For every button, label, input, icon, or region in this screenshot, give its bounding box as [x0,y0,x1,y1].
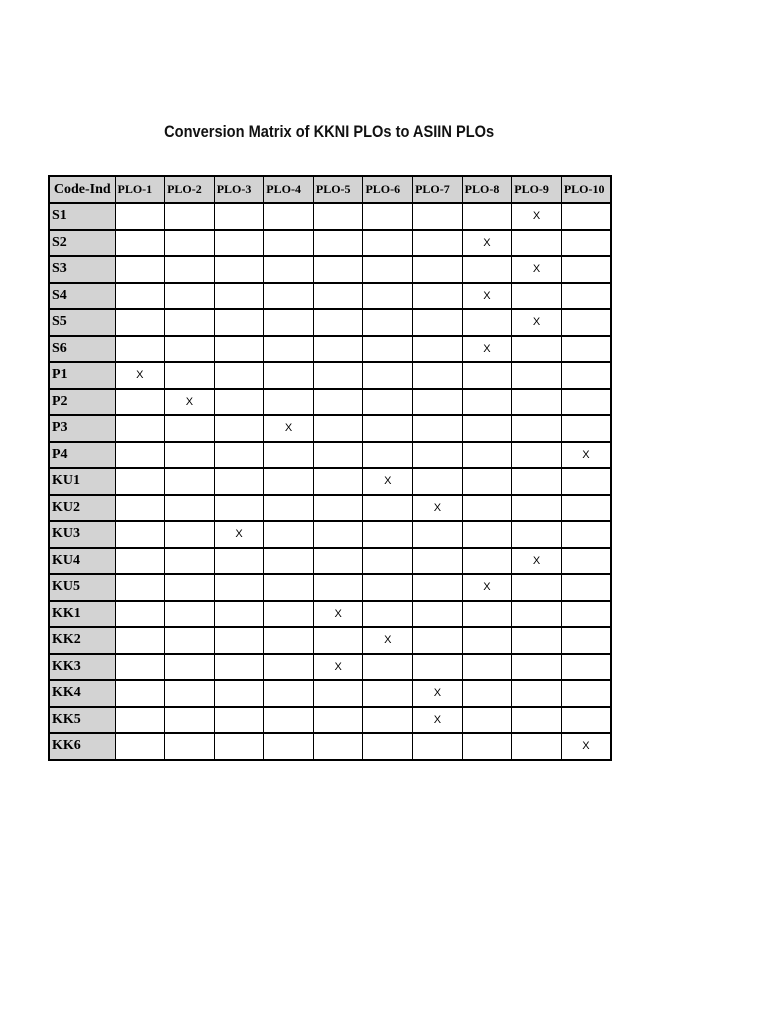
matrix-cell [264,495,314,522]
matrix-cell [214,548,264,575]
matrix-cell [313,468,363,495]
matrix-cell [363,203,413,230]
matrix-cell [313,627,363,654]
matrix-cell [264,336,314,363]
matrix-cell [115,654,165,681]
mapping-mark-cell: X [313,654,363,681]
matrix-cell [165,654,215,681]
header-row [49,176,611,203]
matrix-cell [363,495,413,522]
matrix-cell [264,601,314,628]
mapping-mark-cell: X [561,733,611,760]
matrix-cell [561,680,611,707]
matrix-cell [462,468,512,495]
matrix-cell [413,574,463,601]
matrix-cell [264,442,314,469]
matrix-cell [512,601,562,628]
matrix-cell [561,230,611,257]
mapping-mark-cell: X [512,256,562,283]
mapping-mark-cell: X [115,362,165,389]
matrix-cell [413,468,463,495]
matrix-cell [561,548,611,575]
table-row [49,521,611,548]
matrix-cell [115,574,165,601]
matrix-cell [115,548,165,575]
row-code-cell: S5 [49,309,115,336]
matrix-cell [561,256,611,283]
column-header: PLO-2 [165,176,215,203]
matrix-cell [462,256,512,283]
matrix-cell [165,601,215,628]
matrix-cell [165,203,215,230]
matrix-cell [214,680,264,707]
row-code-cell: KU1 [49,468,115,495]
matrix-cell [512,733,562,760]
conversion-matrix-table [48,175,612,761]
matrix-cell [115,256,165,283]
matrix-cell [165,548,215,575]
matrix-cell [214,601,264,628]
matrix-cell [561,521,611,548]
matrix-cell [214,362,264,389]
matrix-cell [561,574,611,601]
matrix-cell [363,336,413,363]
matrix-cell [363,707,413,734]
matrix-cell [363,256,413,283]
table-row [49,601,611,628]
mapping-mark-cell: X [165,389,215,416]
matrix-cell [462,733,512,760]
mapping-mark-cell: X [413,707,463,734]
matrix-cell [115,230,165,257]
matrix-cell [363,389,413,416]
matrix-cell [413,283,463,310]
table-row [49,203,611,230]
matrix-cell [462,442,512,469]
matrix-cell [363,415,413,442]
matrix-cell [561,309,611,336]
matrix-cell [264,574,314,601]
matrix-cell [363,654,413,681]
matrix-cell [214,442,264,469]
matrix-cell [264,309,314,336]
matrix-cell [313,495,363,522]
mapping-mark-cell: X [413,680,463,707]
matrix-cell [115,203,165,230]
matrix-cell [165,574,215,601]
matrix-cell [115,521,165,548]
column-header: PLO-6 [363,176,413,203]
row-code-cell: KK3 [49,654,115,681]
matrix-cell [264,256,314,283]
column-header: PLO-3 [214,176,264,203]
table-row [49,627,611,654]
matrix-cell [214,309,264,336]
matrix-cell [512,336,562,363]
matrix-cell [214,415,264,442]
table-row [49,362,611,389]
matrix-cell [512,627,562,654]
matrix-cell [413,203,463,230]
matrix-cell [264,230,314,257]
table-row [49,283,611,310]
matrix-cell [165,442,215,469]
matrix-cell [512,495,562,522]
matrix-cell [462,654,512,681]
matrix-cell [561,336,611,363]
matrix-cell [313,574,363,601]
row-code-cell: P3 [49,415,115,442]
matrix-cell [561,495,611,522]
matrix-cell [214,654,264,681]
matrix-cell [214,336,264,363]
matrix-cell [165,707,215,734]
table-row [49,442,611,469]
matrix-cell [115,468,165,495]
matrix-cell [561,283,611,310]
matrix-cell [561,468,611,495]
table-row [49,389,611,416]
matrix-cell [462,309,512,336]
matrix-cell [165,627,215,654]
matrix-cell [462,548,512,575]
row-code-cell: KU4 [49,548,115,575]
row-code-cell: KK5 [49,707,115,734]
row-code-cell: P2 [49,389,115,416]
matrix-cell [512,442,562,469]
matrix-cell [165,495,215,522]
matrix-cell [413,733,463,760]
matrix-cell [313,230,363,257]
matrix-cell [214,627,264,654]
matrix-cell [413,415,463,442]
mapping-mark-cell: X [512,203,562,230]
matrix-cell [165,230,215,257]
matrix-cell [165,521,215,548]
matrix-cell [313,442,363,469]
table-row [49,654,611,681]
matrix-cell [512,389,562,416]
matrix-cell [512,680,562,707]
matrix-cell [512,283,562,310]
matrix-cell [214,389,264,416]
table-row [49,336,611,363]
matrix-cell [561,389,611,416]
matrix-cell [165,283,215,310]
matrix-cell [413,654,463,681]
matrix-cell [561,707,611,734]
mapping-mark-cell: X [413,495,463,522]
matrix-cell [115,415,165,442]
matrix-cell [512,574,562,601]
matrix-cell [363,574,413,601]
matrix-cell [413,309,463,336]
column-header: PLO-5 [313,176,363,203]
matrix-cell [115,495,165,522]
matrix-cell [363,680,413,707]
matrix-cell [313,521,363,548]
column-header: PLO-9 [512,176,562,203]
matrix-cell [462,203,512,230]
matrix-cell [413,521,463,548]
matrix-cell [264,548,314,575]
matrix-cell [561,601,611,628]
matrix-cell [512,654,562,681]
matrix-cell [313,362,363,389]
matrix-cell [165,256,215,283]
row-code-cell: KK1 [49,601,115,628]
matrix-cell [313,548,363,575]
matrix-cell [512,362,562,389]
matrix-cell [462,707,512,734]
table-row [49,468,611,495]
matrix-cell [313,256,363,283]
matrix-cell [115,733,165,760]
matrix-cell [462,680,512,707]
matrix-cell [313,283,363,310]
matrix-cell [413,230,463,257]
mapping-mark-cell: X [512,309,562,336]
row-code-cell: KU5 [49,574,115,601]
matrix-cell [264,389,314,416]
matrix-cell [462,627,512,654]
matrix-cell [165,362,215,389]
matrix-cell [214,733,264,760]
row-code-cell: S2 [49,230,115,257]
matrix-cell [313,336,363,363]
matrix-cell [462,389,512,416]
matrix-cell [115,707,165,734]
row-code-cell: P1 [49,362,115,389]
matrix-cell [363,733,413,760]
matrix-cell [561,415,611,442]
matrix-cell [165,309,215,336]
matrix-cell [462,521,512,548]
matrix-cell [363,442,413,469]
mapping-mark-cell: X [462,283,512,310]
matrix-cell [165,680,215,707]
matrix-cell [115,389,165,416]
matrix-cell [115,627,165,654]
matrix-cell [264,707,314,734]
matrix-cell [313,389,363,416]
matrix-cell [561,362,611,389]
matrix-cell [363,548,413,575]
table-row [49,495,611,522]
matrix-cell [214,707,264,734]
matrix-cell [462,495,512,522]
matrix-cell [165,468,215,495]
matrix-cell [264,627,314,654]
matrix-cell [214,495,264,522]
mapping-mark-cell: X [462,230,512,257]
matrix-cell [363,362,413,389]
row-code-cell: KK4 [49,680,115,707]
matrix-body [49,203,611,760]
matrix-cell [561,654,611,681]
matrix-cell [413,627,463,654]
matrix-cell [115,309,165,336]
corner-header: Code-Ind [49,176,115,203]
mapping-mark-cell: X [313,601,363,628]
matrix-cell [115,336,165,363]
mapping-mark-cell: X [214,521,264,548]
row-code-cell: S6 [49,336,115,363]
matrix-cell [165,415,215,442]
document-title: Conversion Matrix of KKNI PLOs to ASIIN PLOs [164,122,495,141]
matrix-cell [214,468,264,495]
matrix-cell [413,389,463,416]
matrix-cell [512,707,562,734]
matrix-cell [214,256,264,283]
row-code-cell: KU3 [49,521,115,548]
mapping-mark-cell: X [363,468,413,495]
column-header: PLO-8 [462,176,512,203]
row-code-cell: P4 [49,442,115,469]
matrix-cell [264,362,314,389]
matrix-cell [115,601,165,628]
table-row [49,415,611,442]
matrix-cell [264,521,314,548]
matrix-cell [313,415,363,442]
table-row [49,256,611,283]
table-row [49,309,611,336]
matrix-cell [462,601,512,628]
matrix-cell [313,203,363,230]
mapping-mark-cell: X [462,336,512,363]
row-code-cell: S3 [49,256,115,283]
matrix-cell [214,574,264,601]
matrix-cell [512,468,562,495]
table-row [49,574,611,601]
matrix-cell [264,654,314,681]
matrix-cell [313,733,363,760]
table-row [49,707,611,734]
matrix-cell [363,521,413,548]
table-row [49,733,611,760]
matrix-cell [115,680,165,707]
matrix-cell [413,601,463,628]
matrix-cell [214,203,264,230]
column-header: PLO-4 [264,176,314,203]
matrix-cell [313,309,363,336]
matrix-cell [264,283,314,310]
matrix-cell [512,415,562,442]
matrix-cell [512,521,562,548]
matrix-cell [413,362,463,389]
matrix-cell [214,283,264,310]
table-row [49,548,611,575]
table-row [49,680,611,707]
column-header: PLO-10 [561,176,611,203]
column-header: PLO-1 [115,176,165,203]
matrix-cell [561,203,611,230]
mapping-mark-cell: X [363,627,413,654]
matrix-cell [413,336,463,363]
matrix-cell [413,256,463,283]
row-code-cell: KK2 [49,627,115,654]
table-row [49,230,611,257]
row-code-cell: S4 [49,283,115,310]
matrix-cell [413,548,463,575]
matrix-cell [413,442,463,469]
matrix-cell [264,733,314,760]
matrix-cell [264,680,314,707]
matrix-cell [165,733,215,760]
matrix-cell [313,680,363,707]
matrix-cell [462,362,512,389]
matrix-cell [115,283,165,310]
matrix-cell [313,707,363,734]
mapping-mark-cell: X [512,548,562,575]
matrix-cell [264,203,314,230]
row-code-cell: S1 [49,203,115,230]
matrix-cell [363,230,413,257]
matrix-cell [264,468,314,495]
row-code-cell: KU2 [49,495,115,522]
matrix-cell [462,415,512,442]
matrix-cell [165,336,215,363]
mapping-mark-cell: X [264,415,314,442]
matrix-cell [214,230,264,257]
matrix-cell [115,442,165,469]
row-code-cell: KK6 [49,733,115,760]
mapping-mark-cell: X [462,574,512,601]
matrix-cell [512,230,562,257]
mapping-mark-cell: X [561,442,611,469]
matrix-cell [561,627,611,654]
matrix-cell [363,283,413,310]
matrix-cell [363,309,413,336]
column-header: PLO-7 [413,176,463,203]
matrix-cell [363,601,413,628]
